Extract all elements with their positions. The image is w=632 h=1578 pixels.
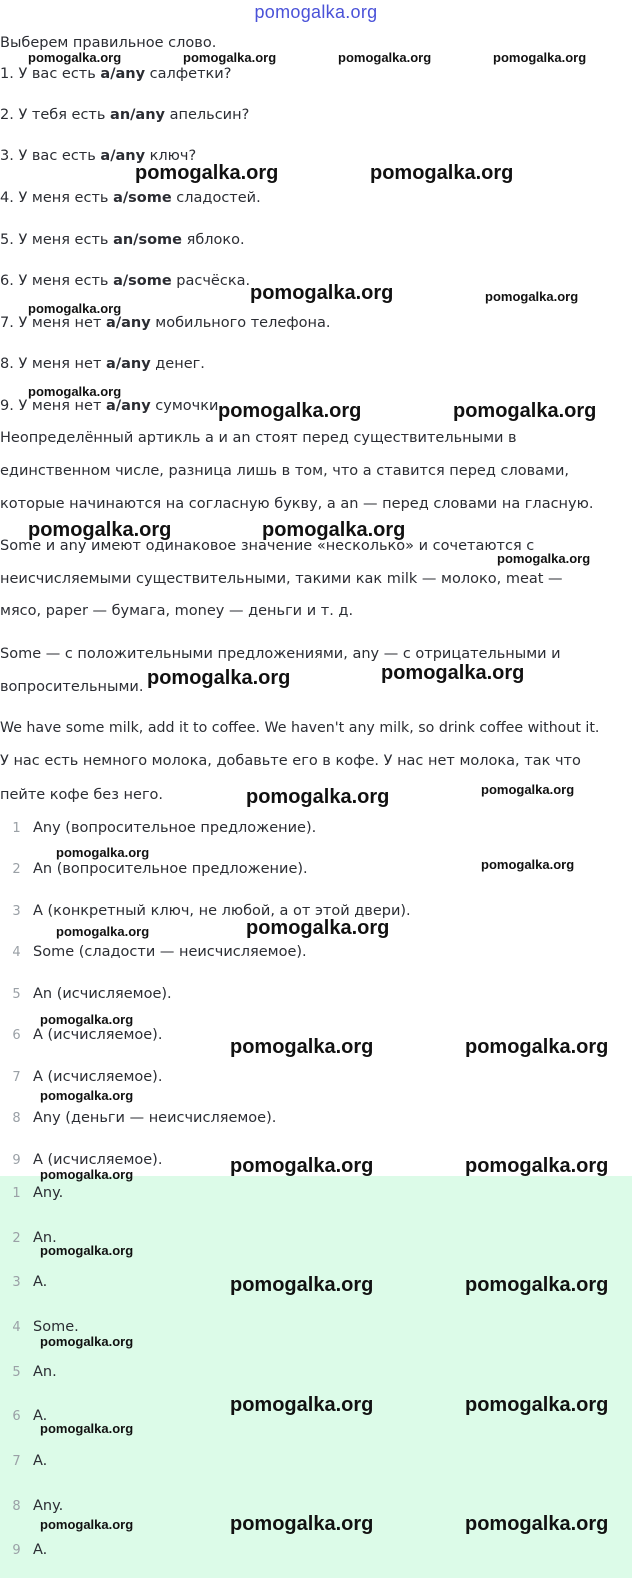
explained-answer (0, 859, 308, 880)
answer-text: A. (33, 1274, 48, 1290)
item-suffix: апельсин? (165, 107, 250, 123)
answer-number: 3 (12, 904, 21, 919)
short-answer (0, 1183, 63, 1204)
watermark: pomogalka.org (250, 282, 394, 304)
watermark: pomogalka.org (147, 667, 291, 689)
watermark: pomogalka.org (465, 1274, 609, 1296)
watermark: pomogalka.org (230, 1155, 374, 1177)
watermark: pomogalka.org (28, 384, 122, 399)
item-options: a/any (106, 398, 151, 414)
explained-answer (0, 1067, 162, 1088)
answer-number: 6 (12, 1409, 21, 1424)
explanation-line: мясо, paper — бумага, money — деньги и т. д. (0, 603, 354, 619)
answer-number: 1 (12, 1186, 21, 1201)
answer-number: 7 (12, 1454, 21, 1469)
watermark: pomogalka.org (465, 1036, 609, 1058)
answer-text: Any (вопросительное предложение). (33, 820, 317, 836)
watermark: pomogalka.org (40, 1421, 134, 1436)
answer-text: Any (деньги — неисчисляемое). (33, 1110, 277, 1126)
item-suffix: ключ? (145, 148, 197, 164)
exercise-item-9 (0, 396, 223, 416)
answer-number: 5 (12, 987, 21, 1002)
explanation-line: неисчисляемыми существительными, такими как milk — молоко, meat — (0, 571, 563, 587)
item-prefix: 6. У меня есть (0, 273, 114, 289)
exercise-item-4 (0, 188, 261, 208)
answer-text: An (вопросительное предложение). (33, 861, 308, 877)
explained-answer (0, 942, 307, 963)
answer-text: A. (33, 1542, 48, 1558)
watermark: pomogalka.org (453, 400, 597, 422)
answer-text: Some. (33, 1319, 79, 1335)
item-options: a/any (100, 148, 146, 164)
intro-text: Выберем правильное слово. (0, 35, 217, 51)
explained-answer (0, 1108, 276, 1129)
answer-text: An. (33, 1364, 57, 1380)
answer-number: 9 (12, 1543, 21, 1558)
item-suffix: мобильного телефона. (150, 315, 331, 331)
watermark: pomogalka.org (40, 1517, 134, 1532)
item-prefix: 5. У меня есть (0, 232, 114, 248)
explanation-line: Some и any имеют одинаковое значение «несколько» и сочетаются с (0, 538, 535, 554)
item-prefix: 3. У вас есть (0, 148, 101, 164)
watermark: pomogalka.org (230, 1394, 374, 1416)
exercise-item-1 (0, 64, 231, 84)
watermark: pomogalka.org (28, 301, 122, 316)
answer-number: 8 (12, 1499, 21, 1514)
item-suffix: салфетки? (145, 66, 232, 82)
explanation-line: Some — с положительными предложениями, any — с отрицательными и (0, 646, 561, 662)
explanation-line: вопросительными. (0, 679, 144, 695)
watermark: pomogalka.org (40, 1012, 134, 1027)
site-title: pomogalka.org (254, 2, 378, 22)
item-prefix: 9. У меня нет (0, 398, 107, 414)
exercise-item-2 (0, 105, 249, 125)
watermark: pomogalka.org (370, 162, 514, 184)
watermark: pomogalka.org (481, 782, 575, 797)
watermark: pomogalka.org (246, 786, 390, 808)
answer-number: 4 (12, 1320, 21, 1335)
exercise-item-7 (0, 313, 331, 333)
watermark: pomogalka.org (465, 1155, 609, 1177)
exercise-item-5 (0, 230, 245, 250)
example-russian-line: У нас есть немного молока, добавьте его в кофе. У нас нет молока, так что (0, 753, 581, 769)
answer-text: Any. (33, 1498, 64, 1514)
short-answer (0, 1272, 47, 1293)
item-suffix: сладостей. (171, 190, 261, 206)
watermark: pomogalka.org (28, 50, 122, 65)
item-suffix: расчёска. (171, 273, 251, 289)
item-suffix: денег. (150, 356, 205, 372)
answer-number: 6 (12, 1028, 21, 1043)
watermark: pomogalka.org (485, 289, 579, 304)
item-prefix: 2. У тебя есть (0, 107, 111, 123)
answer-number: 4 (12, 945, 21, 960)
item-options: an/any (110, 107, 165, 123)
watermark: pomogalka.org (135, 162, 279, 184)
watermark: pomogalka.org (230, 1036, 374, 1058)
watermark: pomogalka.org (381, 662, 525, 684)
watermark: pomogalka.org (493, 50, 587, 65)
answer-text: A (исчисляемое). (33, 1152, 163, 1168)
watermark: pomogalka.org (183, 50, 277, 65)
explained-answer (0, 1025, 162, 1046)
watermark: pomogalka.org (246, 917, 390, 939)
watermark: pomogalka.org (481, 857, 575, 872)
explanation-line: единственном числе, разница лишь в том, что a ставится перед словами, (0, 463, 569, 479)
short-answer (0, 1496, 63, 1517)
explained-answer (0, 818, 316, 839)
item-options: a/any (106, 315, 151, 331)
example-english: We have some milk, add it to coffee. We haven't any milk, so drink coffee without it. (0, 720, 600, 736)
item-options: an/some (113, 232, 183, 248)
watermark: pomogalka.org (230, 1513, 374, 1535)
watermark: pomogalka.org (40, 1243, 134, 1258)
watermark: pomogalka.org (28, 519, 172, 541)
answer-text: A. (33, 1408, 48, 1424)
short-answer (0, 1451, 47, 1472)
item-options: a/some (113, 190, 172, 206)
watermark: pomogalka.org (338, 50, 432, 65)
answer-number: 2 (12, 862, 21, 877)
answer-text: Some (сладости — неисчисляемое). (33, 944, 307, 960)
example-russian-line: пейте кофе без него. (0, 787, 164, 803)
watermark: pomogalka.org (262, 519, 406, 541)
short-answer (0, 1362, 57, 1383)
answer-text: Any. (33, 1185, 64, 1201)
answer-text: An (исчисляемое). (33, 986, 172, 1002)
item-suffix: яблоко. (182, 232, 245, 248)
watermark: pomogalka.org (497, 551, 591, 566)
answer-number: 2 (12, 1231, 21, 1246)
explanation-line: которые начинаются на согласную букву, а an — перед словами на гласную. (0, 496, 594, 512)
answer-text: A (исчисляемое). (33, 1027, 163, 1043)
explanation-line: Неопределённый артикль a и an стоят перед существительными в (0, 430, 517, 446)
watermark: pomogalka.org (56, 924, 150, 939)
answer-text: An. (33, 1230, 57, 1246)
item-suffix: сумочки. (150, 398, 224, 414)
item-options: a/any (106, 356, 151, 372)
watermark: pomogalka.org (465, 1394, 609, 1416)
watermark: pomogalka.org (218, 400, 362, 422)
item-prefix: 8. У меня нет (0, 356, 107, 372)
short-answer (0, 1540, 47, 1561)
item-prefix: 1. У вас есть (0, 66, 101, 82)
exercise-item-6 (0, 271, 250, 291)
answer-number: 9 (12, 1153, 21, 1168)
watermark: pomogalka.org (40, 1088, 134, 1103)
item-options: a/some (113, 273, 172, 289)
exercise-item-8 (0, 354, 205, 374)
item-prefix: 4. У меня есть (0, 190, 114, 206)
answer-text: A. (33, 1453, 48, 1469)
answer-text: A (исчисляемое). (33, 1069, 163, 1085)
watermark: pomogalka.org (40, 1334, 134, 1349)
item-prefix: 7. У меня нет (0, 315, 107, 331)
answer-number: 1 (12, 821, 21, 836)
watermark: pomogalka.org (40, 1167, 134, 1182)
answer-number: 8 (12, 1111, 21, 1126)
watermark: pomogalka.org (465, 1513, 609, 1535)
explained-answer (0, 984, 172, 1005)
answer-text: A (конкретный ключ, не любой, а от этой двери). (33, 903, 411, 919)
watermark: pomogalka.org (230, 1274, 374, 1296)
answer-number: 7 (12, 1070, 21, 1085)
watermark: pomogalka.org (56, 845, 150, 860)
answer-number: 3 (12, 1275, 21, 1290)
item-options: a/any (100, 66, 146, 82)
answer-number: 5 (12, 1365, 21, 1380)
